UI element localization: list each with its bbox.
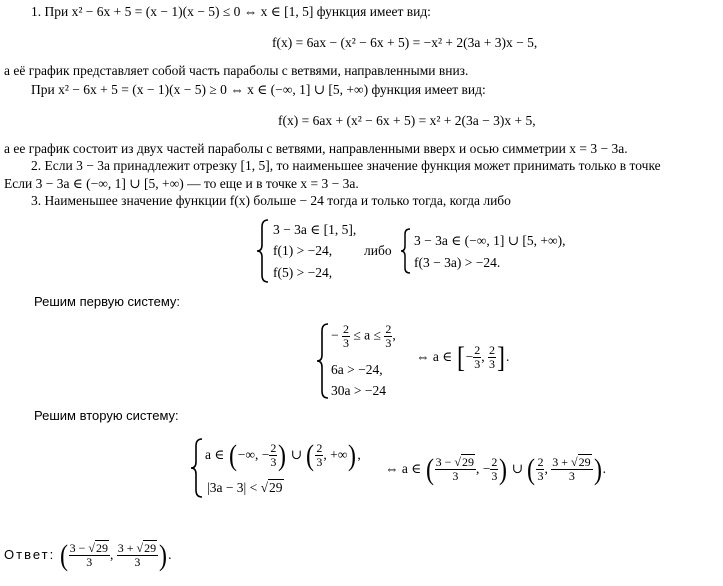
s1-line2: а её график представляет собой часть параболы с ветвями, направленными вниз. — [4, 63, 469, 78]
left-brace-icon — [400, 228, 412, 274]
left-brace-icon — [256, 219, 270, 283]
left-brace-icon — [316, 323, 330, 399]
r2-line1: a ∈ (−∞, − $\frac{2}{3}$ ) ∪ ( $\frac{2}{3}$ , +∞), — [205, 438, 361, 472]
r1-intro: Решим первую систему: — [34, 294, 181, 309]
r1-line3: 30a > −24 — [331, 383, 386, 398]
s2-line1: 2. Если 3 − 3a принадлежит отрезку [1, 5], то наименьшее значение функция может принимать только в точке — [31, 158, 661, 173]
r1-result: ⇔ a ∈ [− $\frac{2}{3}$ , $\frac{2}{3}$ ]. — [416, 340, 510, 374]
s1-equation-1: f(x) = 6ax − (x² − 6x + 5) = −x² + 2(3a + 3)x − 5, — [272, 35, 538, 50]
sysA-line2: f(1) > −24, — [273, 243, 333, 258]
sysA-line3: f(5) > −24, — [273, 265, 333, 280]
s1-line1: 1. При x² − 6x + 5 = (x − 1)(x − 5) ≤ 0 ⇔ x ∈ [1, 5] функция имеет вид: — [31, 4, 431, 19]
r2-intro: Решим вторую систему: — [34, 408, 179, 423]
sysB-line1: 3 − 3a ∈ (−∞, 1] ∪ [5, +∞), — [414, 233, 566, 248]
s2-line2: Если 3 − 3a ∈ (−∞, 1] ∪ [5, +∞) — то еще и в точке x = 3 − 3a. — [4, 176, 359, 191]
s1-equation-2: f(x) = 6ax + (x² − 6x + 5) = x² + 2(3a − 3)x + 5, — [278, 113, 536, 128]
answer-label: Ответ: — [4, 547, 56, 562]
sysA-line1: 3 − 3a ∈ [1, 5], — [273, 222, 357, 237]
answer-line: Ответ: ( $\frac{3 - √29}{3}$ , $\frac{3 + √29}{3}$ ). — [4, 538, 172, 572]
r1-line2: 6a > −24, — [331, 362, 383, 377]
left-brace-icon — [190, 438, 204, 498]
s3-line1: 3. Наименьшее значение функции f(x) больше − 24 тогда и только тогда, когда либо — [31, 193, 511, 208]
s1-line4: а ее график состоит из двух частей параболы с ветвями, направленными вверх и осью симметрии x = 3 − 3a. — [4, 141, 628, 156]
s1-line3: При x² − 6x + 5 = (x − 1)(x − 5) ≥ 0 ⇔ x ∈ (−∞, 1] ∪ [5, +∞) функция имеет вид: — [31, 82, 486, 97]
sysB-line2: f(3 − 3a) > −24. — [414, 255, 501, 270]
r2-line2: |3a − 3| < √29 — [207, 480, 283, 495]
r1-line1: − $\frac{2}{3}$ ≤ a ≤ $\frac{2}{3}$ , — [331, 322, 396, 350]
r2-result: ⇔ a ∈ ( $\frac{3 - √29}{3}$ , − $\frac{2}{3}$ ) ∪ ( $\frac{2}{3}$ , $\frac{3 + √29}{3}$ ). — [385, 452, 606, 486]
either-label: либо — [364, 243, 392, 258]
